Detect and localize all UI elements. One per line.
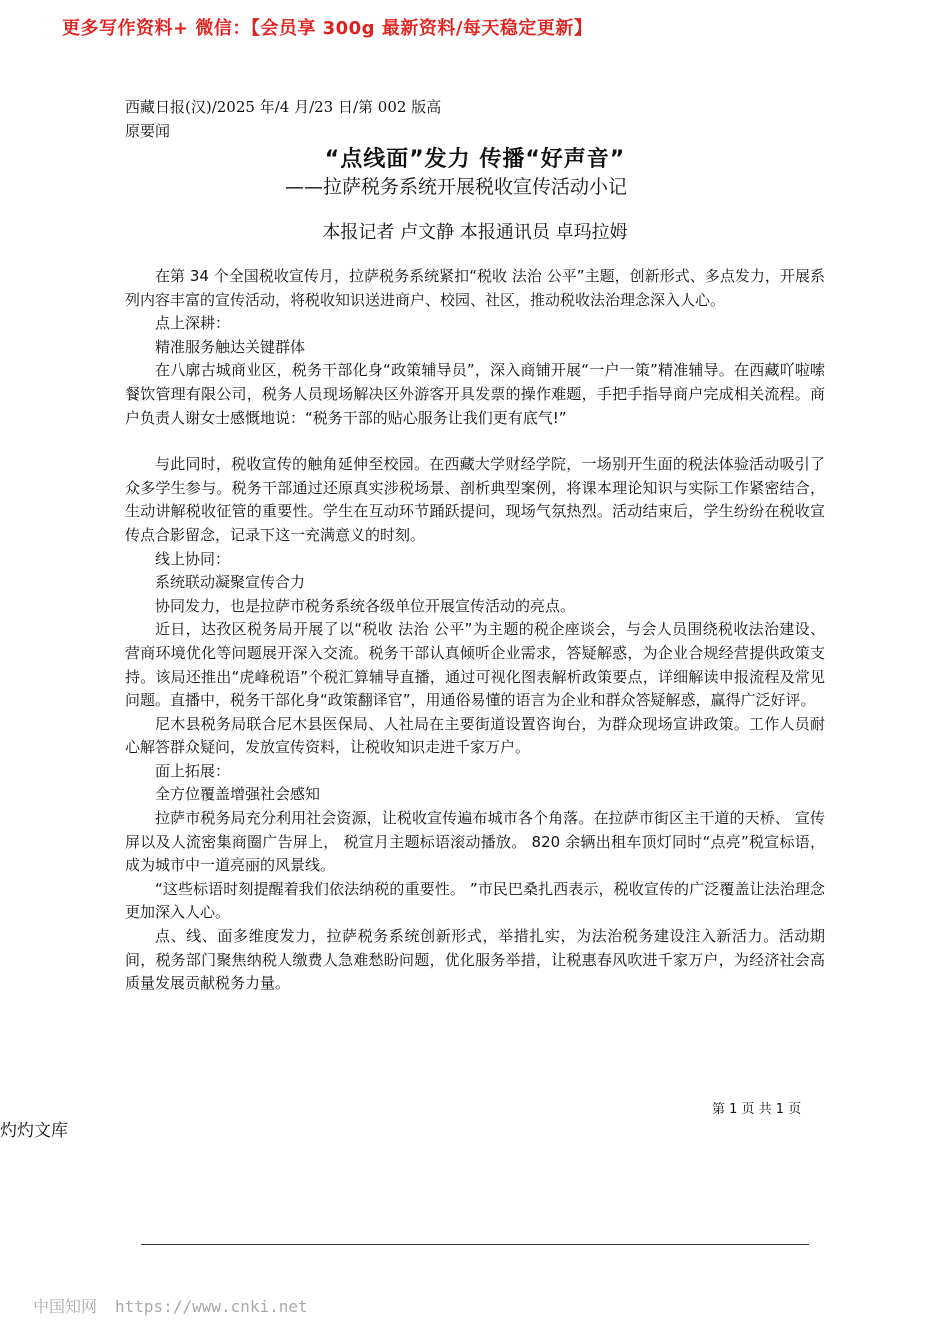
paragraph: 协同发力，也是拉萨市税务系统各级单位开展宣传活动的亮点。 xyxy=(155,596,576,615)
paragraph: 与此同时，税收宣传的触角延伸至校园。在西藏大学财经学院，一场别开生面的税法体验活动吸引了众多学生参与。税务干部通过还原真实涉税场景、剖析典型案例，将课本理论知识与实际工作紧密结合，生动讲解税收征管的重要性。学生在互动环节踊跃提问，现场气氛热烈。活动结束后，学生纷纷在税收宣传点合影留念，记录下这一充满意义的时刻。 xyxy=(125,455,825,544)
paragraph: 在八廓古城商业区，税务干部化身“政策辅导员”，深入商铺开展“一户一策”精准辅导。在西藏吖啦嗦餐饮管理有限公司，税务人员现场解决区外游客开具发票的操作难题，手把手指导商户完成相关流程。商户负责人谢女士感慨地说：“税务干部的贴心服务让我们更有底气!” xyxy=(125,361,825,427)
paragraph: 在第 34 个全国税收宣传月，拉萨税务系统紧扣“税收 法治 公平”主题，创新形式、多点发力，开展系列内容丰富的宣传活动，将税收知识送进商户、校园、社区，推动税收法治理念深入人心。 xyxy=(125,267,825,309)
paragraph: 尼木县税务局联合尼木县医保局、人社局在主要街道设置咨询台，为群众现场宣讲政策。工作人员耐心解答群众疑问，发放宣传资料，让税收知识走进千家万户。 xyxy=(125,714,825,757)
library-label: 灼灼文库 xyxy=(0,1121,68,1141)
section-subheading: 系统联动凝聚宣传合力 xyxy=(155,573,306,592)
article-title: “点线面”发力 传播“好声音” xyxy=(324,147,626,172)
paragraph: 点、线、面多维度发力，拉萨税务系统创新形式，举措扎实，为法治税务建设注入新活力。活动期间，税务部门聚焦纳税人缴费人急难愁盼问题，优化服务举措，让税惠春风吹进千家万户，为经济社会高质量发展贡献税务力量。 xyxy=(125,927,825,993)
footer-divider xyxy=(141,1244,809,1245)
paragraph: 拉萨市税务局充分利用社会资源，让税收宣传遍布城市各个角落。在拉萨市街区主干道的天桥、 宣传屏以及人流密集商圈广告屏上， 税宣月主题标语滚动播放。 820 余辆出租车顶灯同时“点亮”税宣标语，成为城市中一道亮丽的风景线。 xyxy=(125,809,825,875)
section-heading: 线上协同： xyxy=(155,549,231,568)
footer-url[interactable]: https://www.cnki.net xyxy=(115,1297,308,1316)
section-subheading: 精准服务触达关键群体 xyxy=(155,337,306,356)
section-subheading: 全方位覆盖增强社会感知 xyxy=(155,785,321,804)
paragraph: 近日，达孜区税务局开展了以“税收 法治 公平”为主题的税企座谈会，与会人员围绕税收法治建设、营商环境优化等问题展开深入交流。税务干部认真倾听企业需求，答疑解惑，为企业合规经营提供政策支持。该局还推出“虎峰税语”个税汇算辅导直播，通过可视化图表解析政策要点，详细解读申报流程及常见问题。直播中，税务干部化身“政策翻译官”，用通俗易懂的语言为企业和群众答疑解惑，赢得广泛好评。 xyxy=(125,620,825,710)
article-body xyxy=(125,265,825,996)
article-byline: 本报记者 卢文静 本报通讯员 卓玛拉姆 xyxy=(322,222,628,243)
section-heading: 点上深耕： xyxy=(155,314,231,333)
promo-banner: 更多写作资料+ 微信：【会员享 300g 最新资料/每天稳定更新】 xyxy=(62,18,593,39)
article-subtitle: ——拉萨税务系统开展税收宣传活动小记 xyxy=(285,176,628,198)
footer xyxy=(33,1294,308,1317)
section-heading: 面上拓展： xyxy=(155,761,231,780)
page-number: 第 1 页 共 1 页 xyxy=(712,1102,802,1117)
source-line: 西藏日报(汉)/2025 年/4 月/23 日/第 002 版高原要闻 xyxy=(125,98,442,140)
footer-site-name: 中国知网 xyxy=(33,1297,98,1316)
paragraph: “这些标语时刻提醒着我们依法纳税的重要性。 ”市民巴桑扎西表示，税收宣传的广泛覆盖让法治理念更加深入人心。 xyxy=(125,879,825,922)
